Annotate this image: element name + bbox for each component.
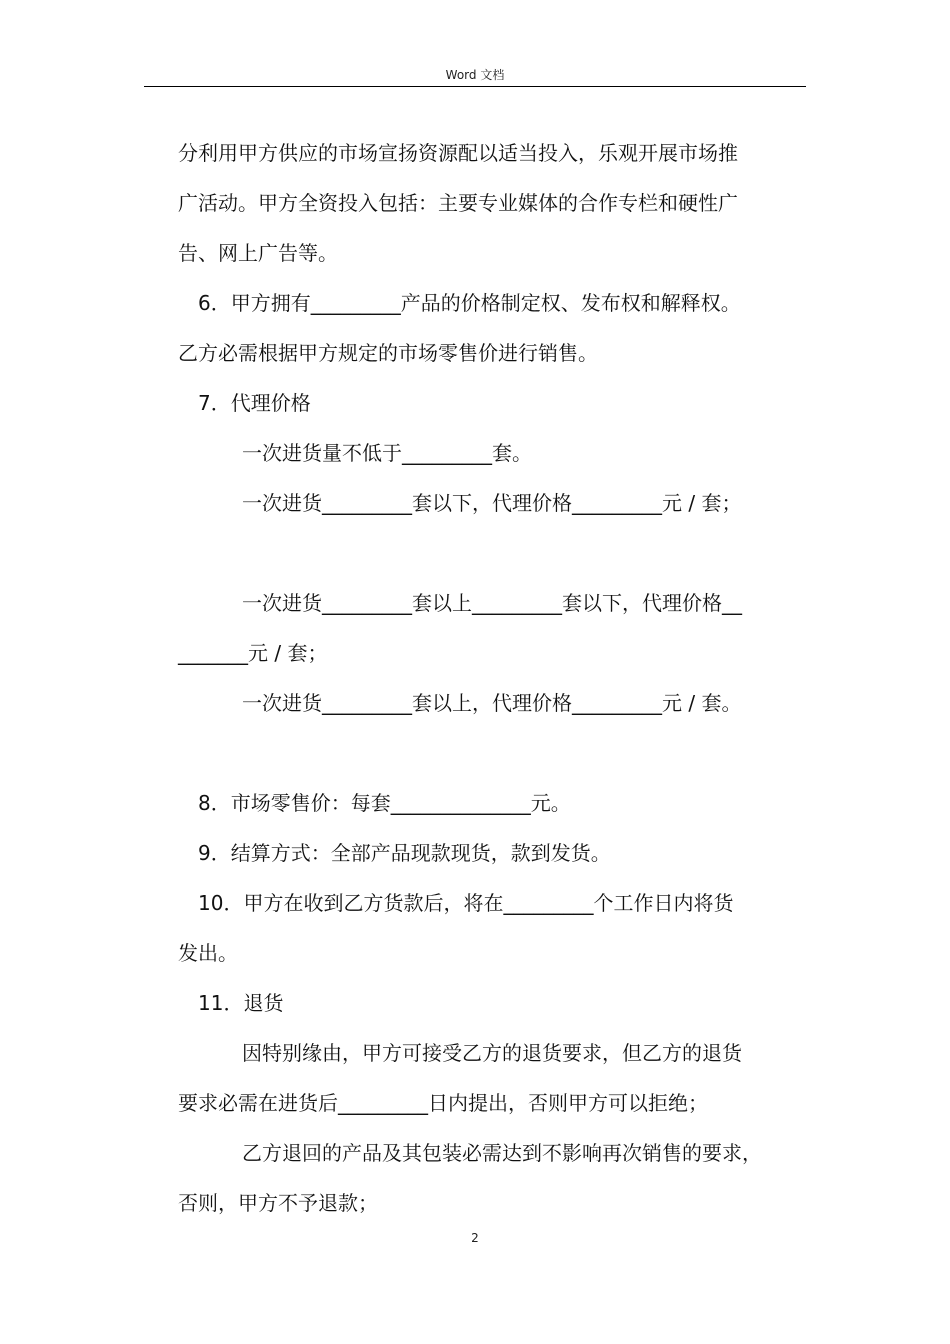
clause-6-line: 6．甲方拥有_________产品的价格制定权、发布权和解释权。 [198, 291, 741, 315]
clause-10-line: 10．甲方在收到乙方货款后，将在_________个工作日内将货 [198, 891, 734, 915]
paragraph-line: 要求必需在进货后_________日内提出，否则甲方可以拒绝； [178, 1091, 708, 1115]
spacer [178, 530, 818, 580]
page-number: 2 [471, 1231, 479, 1245]
clause-7-heading: 7．代理价格 [198, 391, 311, 415]
price-line: 一次进货量不低于_________套。 [242, 441, 532, 465]
return-line: 乙方退回的产品及其包装必需达到不影响再次销售的要求， [242, 1141, 762, 1165]
paragraph-line: 发出。 [178, 941, 238, 965]
clause-11-heading: 11．退货 [198, 991, 284, 1015]
clause-8-line: 8．市场零售价：每套______________元。 [198, 791, 571, 815]
clause-9-line: 9．结算方式：全部产品现款现货，款到发货。 [198, 841, 611, 865]
paragraph-line: 否则，甲方不予退款； [178, 1191, 378, 1215]
return-line: 因特别缘由，甲方可接受乙方的退货要求，但乙方的退货 [242, 1041, 742, 1065]
spacer [178, 730, 818, 780]
paragraph-line: 广活动。甲方全资投入包括：主要专业媒体的合作专栏和硬性广 [178, 191, 738, 215]
price-line: 一次进货_________套以上_________套以下，代理价格__ [242, 591, 742, 615]
paragraph-line: 分利用甲方供应的市场宣扬资源配以适当投入，乐观开展市场推 [178, 141, 738, 165]
header-title: Word 文档 [445, 68, 505, 82]
paragraph-line: 告、网上广告等。 [178, 241, 338, 265]
header-divider [144, 86, 806, 87]
price-line: 一次进货_________套以下，代理价格_________元 / 套； [242, 491, 742, 515]
price-line-continued: _______元 / 套； [178, 641, 328, 665]
price-line: 一次进货_________套以上，代理价格_________元 / 套。 [242, 691, 742, 715]
document-body [178, 130, 818, 1230]
paragraph-line: 乙方必需根据甲方规定的市场零售价进行销售。 [178, 341, 598, 365]
